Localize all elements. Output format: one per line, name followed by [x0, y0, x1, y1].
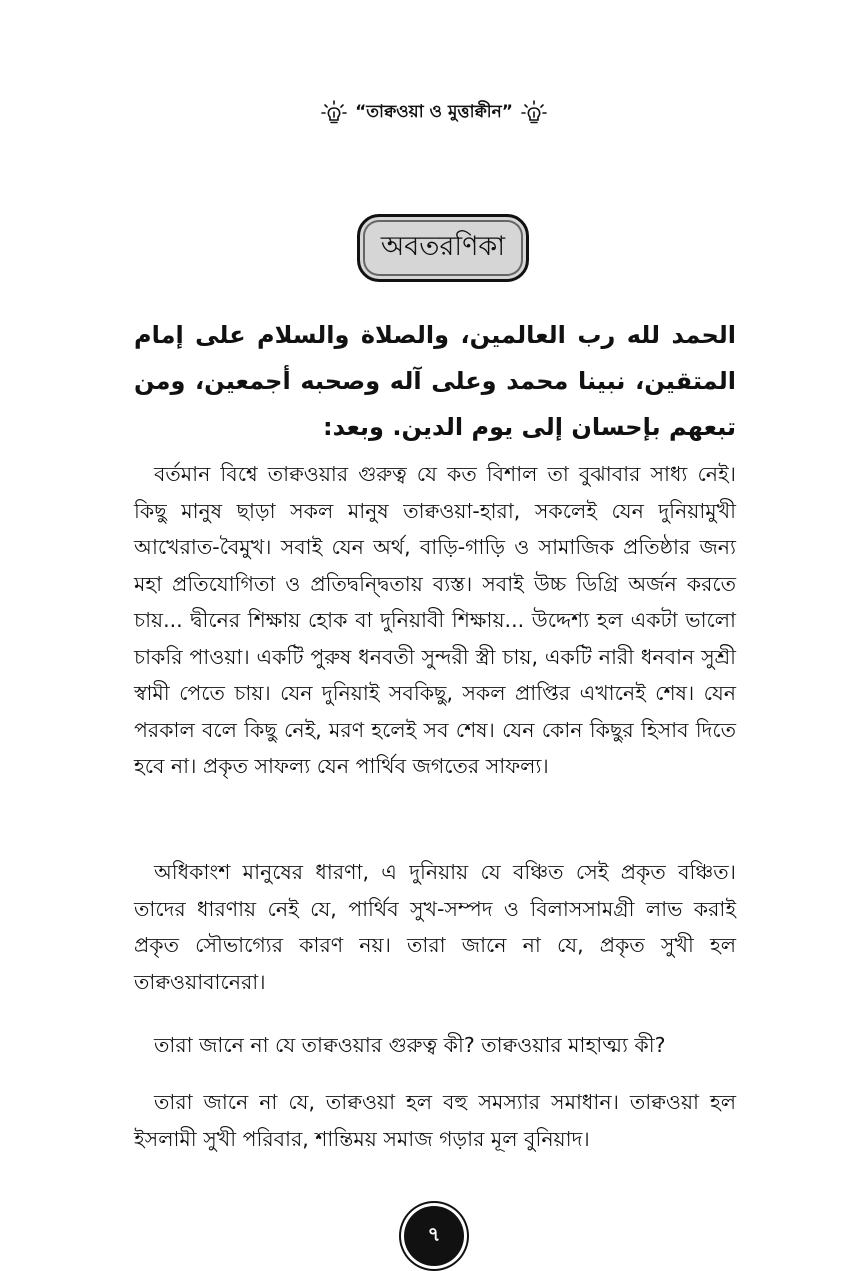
paragraph: বর্তমান বিশ্বে তাক্বওয়ার গুরুত্ব যে কত বিশাল তা বুঝাবার সাধ্য নেই। কিছু মানুষ ছাড়া সকল মানুষ তাক্বওয়া-হারা, সকলেই যেন দুনিয়ামুখী আখেরাত-বৈমুখ। সবাই যেন অর্থ, বাড়ি-গাড়ি ও সামাজিক প্রতিষ্ঠার জন্য মহা প্রতিযোগিতা ও প্রতিদ্বন্দ্বিতায় ব্যস্ত। সবাই উচ্চ ডিগ্রি অর্জন করতে চায়... দ্বীনের শিক্ষায় হোক বা দুনিয়াবী শিক্ষায়... উদ্দেশ্য হল একটা ভালো চাকরি পাওয়া। একটি পুরুষ ধনবতী সুন্দরী স্ত্রী চায়, একটি নারী ধনবান সুশ্রী স্বামী পেতে চায়। যেন দুনিয়াই সবকিছু, সকল প্রাপ্তির এখানেই শেষ। যেন পরকাল বলে কিছু নেই, মরণ হলেই সব শেষ। যেন কোন কিছুর হিসাব দিতে হবে না। প্রকৃত সাফল্য যেন পার্থিব জগতের সাফল্য। [134, 462, 736, 778]
chapter-title-box [357, 214, 529, 282]
arabic-introduction: الحمد لله رب العالمين، والصلاة والسلام على إمام المتقين، نبينا محمد وعلى آله وصحبه أجمعين، ومن تبعهم بإحسان إلى يوم الدين. وبعد: [134, 321, 736, 441]
chapter-title: অবতরণিকা [380, 230, 506, 262]
lightbulb-icon [321, 100, 347, 126]
running-header [0, 96, 868, 130]
running-header-title: “তাক্বওয়া ও মুত্তাক্বীন” [355, 102, 513, 122]
paragraph: তারা জানে না যে, তাক্বওয়া হল বহু সমস্যার সমাধান। তাক্বওয়া হল ইসলামী সুখী পরিবার, শান্তিময় সমাজ গড়ার মূল বুনিয়াদ। [134, 1090, 736, 1151]
paragraph: তারা জানে না যে তাক্বওয়ার গুরুত্ব কী? তাক্বওয়ার মাহাত্ম্য কী? [154, 1033, 666, 1057]
lightbulb-icon [521, 100, 547, 126]
page-number: ৭ [427, 1221, 441, 1246]
page-number-badge [404, 1206, 464, 1266]
paragraph: অধিকাংশ মানুষের ধারণা, এ দুনিয়ায় যে বঞ্চিত সেই প্রকৃত বঞ্চিত। তাদের ধারণায় নেই যে, পার্থিব সুখ-সম্পদ ও বিলাসসামগ্রী লাভ করাই প্রকৃত সৌভাগ্যের কারণ নয়। তারা জানে না যে, প্রকৃত সুখী হল তাক্বওয়াবানেরা। [134, 860, 736, 994]
